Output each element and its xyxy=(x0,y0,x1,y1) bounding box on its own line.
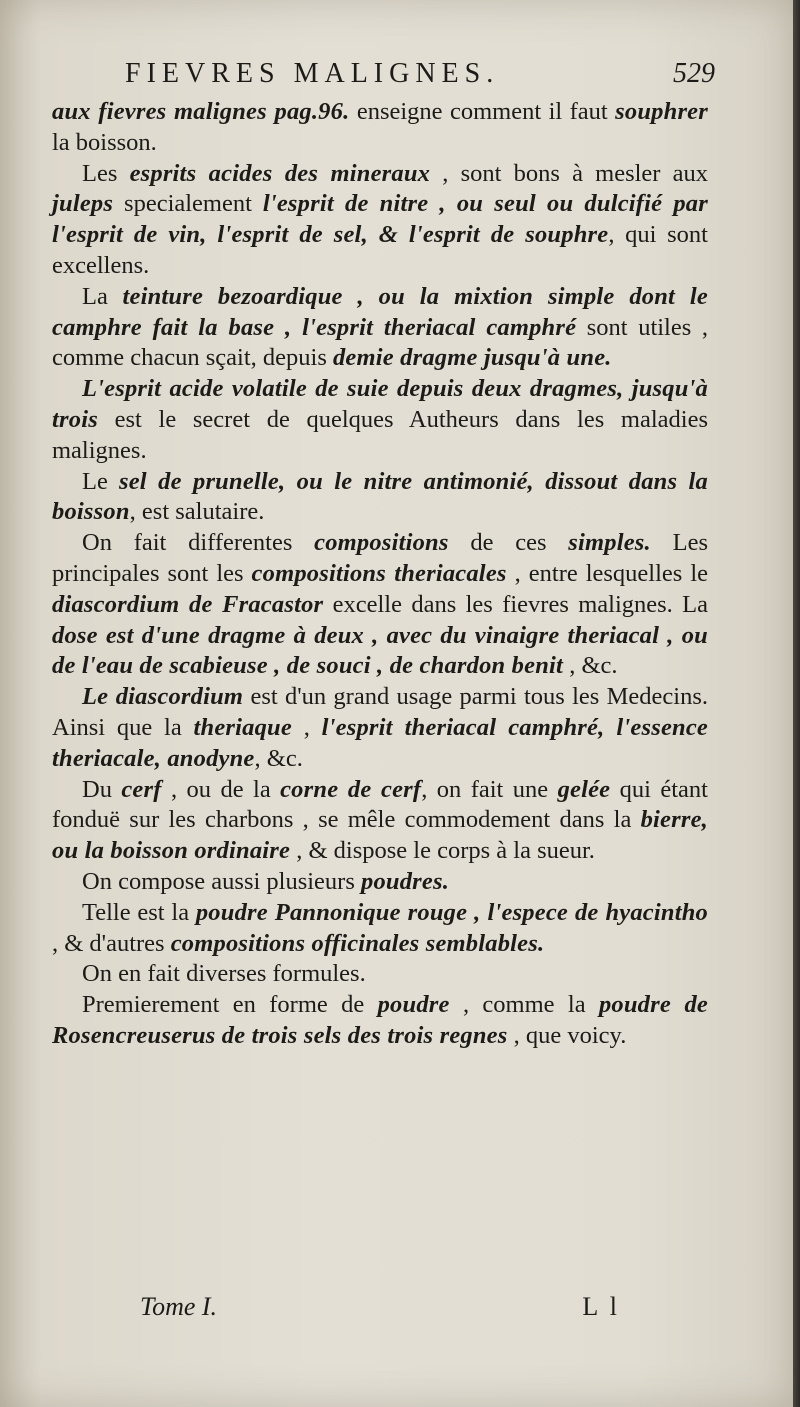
text-run: , qui sont excellens. xyxy=(52,221,708,279)
text-run: On compose aussi plusieurs xyxy=(82,867,361,895)
italic-run: compositions xyxy=(314,529,449,557)
text-run: , entre lesquelles le xyxy=(506,559,709,587)
italic-run: poudre de Rosencreuserus de trois sels des trois regnes xyxy=(52,991,709,1049)
text-run: de ces xyxy=(448,529,569,557)
text-run: Les principales sont les xyxy=(52,529,708,587)
text-run: La xyxy=(82,282,123,310)
text-run: , que voicy. xyxy=(507,1021,627,1049)
paragraph xyxy=(52,528,708,682)
volume-label: Tome I. xyxy=(140,1292,218,1321)
text-run: excelle dans les fievres malignes. La xyxy=(323,590,708,618)
paragraph xyxy=(52,867,708,898)
paragraph xyxy=(52,374,708,466)
italic-run: souphrer xyxy=(615,98,708,125)
italic-run: juleps xyxy=(52,190,114,218)
text-run: , sont bons à mesler aux xyxy=(430,159,709,187)
text-run: Du xyxy=(82,775,122,803)
page-edge-shadow xyxy=(793,0,800,1407)
text-run: la boisson. xyxy=(52,128,157,156)
text-run: , & d'autres xyxy=(52,929,171,957)
paragraph xyxy=(52,159,708,282)
text-run: On en fait diverses formules. xyxy=(82,960,366,988)
italic-run: diascordium de Fracastor xyxy=(52,590,324,618)
text-run: , & dispose le corps à la sueur. xyxy=(290,837,595,865)
italic-run: gelée xyxy=(557,775,611,803)
text-run: Les xyxy=(82,159,130,187)
italic-run: simples. xyxy=(568,529,651,557)
text-run: Premierement en forme de xyxy=(82,991,378,1019)
page-header xyxy=(125,58,725,98)
page-footer xyxy=(140,1292,620,1332)
italic-run: L'esprit acide volatile de suie depuis deux dragmes, jusqu'à trois xyxy=(52,375,708,433)
italic-run: bierre, ou la boisson ordinaire xyxy=(52,806,708,865)
italic-run: compositions officinales semblables. xyxy=(170,929,545,957)
paragraph xyxy=(52,282,708,374)
paragraph xyxy=(52,775,708,867)
signature-mark: L l xyxy=(582,1292,620,1321)
paragraph xyxy=(52,467,708,529)
text-run: est d'un grand usage parmi tous les Medecins. Ainsi que la xyxy=(52,683,708,741)
italic-run: cerf xyxy=(121,775,162,803)
paragraph xyxy=(52,959,708,990)
italic-run: dose est d'une dragme à deux , avec du vinaigre theriacal , ou de l'eau de scabieuse , de souci , de chardon benit xyxy=(52,621,708,680)
paragraph xyxy=(52,682,708,774)
italic-run: poudres. xyxy=(361,867,450,895)
text-run: Telle est la xyxy=(82,898,196,926)
text-run: , on fait une xyxy=(421,775,558,803)
text-run: , comme la xyxy=(449,991,599,1019)
italic-run: aux fievres malignes pag.96. xyxy=(52,98,350,125)
text-run: On fait differentes xyxy=(82,529,315,557)
text-run: est le secret de quelques Autheurs dans les maladies malignes. xyxy=(52,405,708,464)
text-run: , xyxy=(291,713,322,741)
running-title: FIEVRES MALIGNES. xyxy=(125,58,500,89)
italic-run: l'esprit theriacal camphré, l'essence theriacale, anodyne xyxy=(52,713,709,772)
italic-run: poudre xyxy=(377,991,450,1019)
paragraph xyxy=(52,97,708,159)
italic-run: corne de cerf xyxy=(280,775,422,803)
text-run: , &c. xyxy=(254,744,303,772)
page-number: 529 xyxy=(673,58,715,89)
italic-run: Le diascordium xyxy=(82,683,244,711)
italic-run: demie dragme jusqu'à une. xyxy=(332,344,612,372)
text-run: enseigne comment il faut xyxy=(349,98,616,125)
text-run: specialement xyxy=(113,190,263,218)
body-text xyxy=(52,97,708,1052)
text-run: , est salutaire. xyxy=(129,498,265,526)
text-run: sont utiles , comme chacun sçait, depuis xyxy=(52,313,708,372)
italic-run: l'esprit de nitre , ou seul ou dulcifié par l'esprit de vin, l'esprit de sel, & l'esprit de souphre xyxy=(52,190,708,249)
italic-run: theriaque xyxy=(193,713,292,741)
italic-run: teinture bezoardique , ou la mixtion simple dont le camphre fait la base , l'esprit theriacal camphré xyxy=(52,282,708,341)
italic-run: compositions theriacales xyxy=(251,559,507,587)
italic-run: sel de prunelle, ou le nitre antimonié, dissout dans la boisson xyxy=(52,467,709,526)
paragraph xyxy=(52,898,708,960)
text-run: qui étant fonduë sur les charbons , se mêle commodement dans la xyxy=(52,775,708,834)
text-run: , ou de la xyxy=(161,775,281,803)
italic-run: poudre Pannonique rouge , l'espece de hyacintho xyxy=(195,898,708,926)
text-run: , &c. xyxy=(563,652,618,680)
italic-run: esprits acides des mineraux xyxy=(129,159,431,187)
text-run: Le xyxy=(82,467,119,495)
paragraph xyxy=(52,990,708,1052)
